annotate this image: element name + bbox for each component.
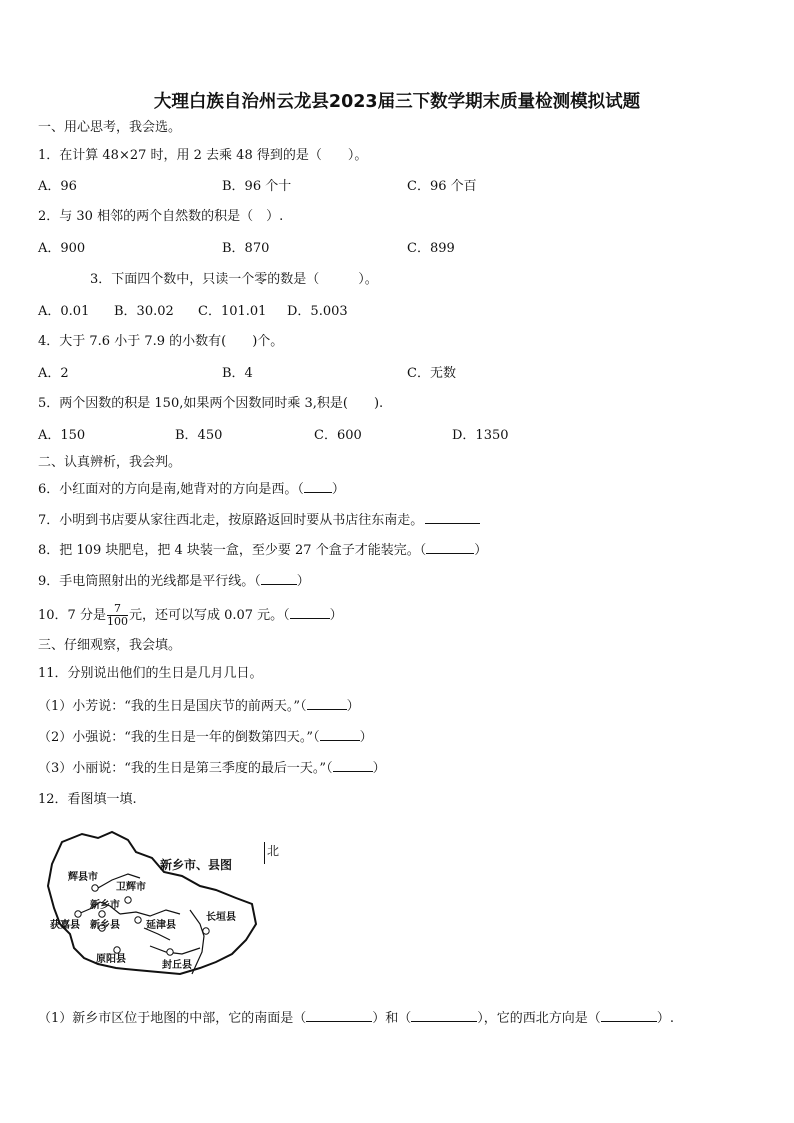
marker-huixian xyxy=(92,885,98,891)
map-border-5 xyxy=(190,910,204,974)
section-2-heading: 二、认真辨析，我会判。 xyxy=(38,455,182,470)
question-3: 3．下面四个数中，只读一个零的数是（ ）。 xyxy=(90,272,378,287)
q2-option-c: C．899 xyxy=(407,241,455,256)
q10-fraction-numerator: 7 xyxy=(107,603,128,616)
q6-answer-blank[interactable] xyxy=(304,480,332,493)
page-title: 大理白族自治州云龙县2023届三下数学期末质量检测模拟试题 xyxy=(153,92,641,112)
label-yanjin: 延津县 xyxy=(146,920,176,931)
xinxiang-map xyxy=(40,828,300,978)
q12-sub1-text-d: ）. xyxy=(656,1011,674,1026)
label-changyuan: 长垣县 xyxy=(206,912,236,923)
q7-text: 7．小明到书店要从家往西北走，按原路返回时要从书店往东南走。 xyxy=(38,513,424,528)
question-10 xyxy=(38,603,343,629)
q9-answer-blank[interactable] xyxy=(261,572,297,585)
section-1-heading: 一、用心思考，我会选。 xyxy=(38,120,182,135)
q12-sub1-text-b: ）和（ xyxy=(372,1011,412,1026)
q11-sub3-text: （3）小丽说：“我的生日是第三季度的最后一天。”（ xyxy=(38,761,333,776)
marker-xinxiang-city xyxy=(99,911,105,917)
question-12-sub-1 xyxy=(38,1009,674,1028)
q2-option-a: A．900 xyxy=(38,241,86,256)
label-huojia: 获嘉县 xyxy=(50,920,80,931)
q5-option-c: C．600 xyxy=(314,428,362,443)
q10-text-pre: 10．7 分是 xyxy=(38,608,106,623)
label-fengqiu: 封丘县 xyxy=(162,960,192,971)
q12-sub1-blank-2[interactable] xyxy=(411,1009,477,1022)
question-11-sub-2 xyxy=(38,728,373,747)
q8-paren: ） xyxy=(474,543,488,558)
q8-answer-blank[interactable] xyxy=(426,541,474,554)
question-11-sub-3 xyxy=(38,759,386,778)
north-arrow-icon xyxy=(264,842,265,864)
q10-fraction-denominator: 100 xyxy=(106,615,128,628)
question-12: 12．看图填一填. xyxy=(38,792,137,807)
q4-option-a: A．2 xyxy=(38,366,69,381)
q11-sub2-text: （2）小强说：“我的生日是一年的倒数第四天。”（ xyxy=(38,730,320,745)
question-5: 5．两个因数的积是 150,如果两个因数同时乘 3,积是( ). xyxy=(38,396,384,411)
q11-sub1-paren: ） xyxy=(346,699,360,714)
q12-sub1-blank-1[interactable] xyxy=(306,1009,372,1022)
map-title: 新乡市、县图 xyxy=(160,858,233,872)
map-border-3 xyxy=(120,910,180,916)
q1-option-c: C．96 个百 xyxy=(407,179,477,194)
q10-text-post: 元，还可以写成 0.07 元。（ xyxy=(128,608,290,623)
q3-option-a: A．0.01 xyxy=(38,304,90,319)
question-9 xyxy=(38,572,310,591)
q4-option-b: B．4 xyxy=(222,366,253,381)
label-weihui: 卫辉市 xyxy=(116,882,146,893)
q1-option-b: B．96 个十 xyxy=(222,179,292,194)
label-xinxiang-city: 新乡市 xyxy=(90,900,120,911)
q12-sub1-blank-3[interactable] xyxy=(601,1009,657,1022)
q11-sub3-answer-blank[interactable] xyxy=(333,759,373,772)
q11-sub1-text: （1）小芳说：“我的生日是国庆节的前两天。”（ xyxy=(38,699,307,714)
q11-sub2-answer-blank[interactable] xyxy=(320,728,360,741)
label-xinxiang-county: 新乡县 xyxy=(90,920,120,931)
q10-answer-blank[interactable] xyxy=(290,606,330,619)
q3-option-c: C．101.01 xyxy=(198,304,267,319)
north-label: 北 xyxy=(267,844,280,858)
marker-yuanyang xyxy=(114,947,120,953)
q5-option-b: B．450 xyxy=(175,428,223,443)
q3-option-b: B．30.02 xyxy=(114,304,174,319)
marker-weihui xyxy=(125,897,131,903)
q5-option-a: A．150 xyxy=(38,428,86,443)
q6-text: 6．小红面对的方向是南,她背对的方向是西。（ xyxy=(38,482,304,497)
question-6 xyxy=(38,480,345,499)
map-outline xyxy=(48,832,256,974)
q11-sub3-paren: ） xyxy=(372,761,386,776)
question-1: 1．在计算 48×27 时，用 2 去乘 48 得到的是（ ）。 xyxy=(38,148,368,163)
question-11-sub-1 xyxy=(38,697,360,716)
q1-option-a: A．96 xyxy=(38,179,77,194)
label-yuanyang: 原阳县 xyxy=(96,954,126,965)
question-4: 4．大于 7.6 小于 7.9 的小数有( )个。 xyxy=(38,334,284,349)
q11-sub2-paren: ） xyxy=(359,730,373,745)
q11-sub1-answer-blank[interactable] xyxy=(307,697,347,710)
q8-text: 8．把 109 块肥皂，把 4 块装一盒，至少要 27 个盒子才能装完。（ xyxy=(38,543,427,558)
question-2: 2．与 30 相邻的两个自然数的积是（ ）. xyxy=(38,209,284,224)
q9-paren: ） xyxy=(296,574,310,589)
q10-paren: ） xyxy=(329,608,343,623)
q4-option-c: C．无数 xyxy=(407,366,456,381)
section-3-heading: 三、仔细观察，我会填。 xyxy=(38,638,182,653)
question-8 xyxy=(38,541,487,560)
map-border-6 xyxy=(150,946,200,954)
q3-option-d: D．5.003 xyxy=(287,304,348,319)
q10-fraction xyxy=(107,603,128,628)
label-huixian: 辉县市 xyxy=(68,872,98,883)
marker-fengqiu xyxy=(167,949,173,955)
q12-sub1-text-a: （1）新乡市区位于地图的中部，它的南面是（ xyxy=(38,1011,307,1026)
marker-changyuan xyxy=(203,928,209,934)
q7-answer-blank[interactable] xyxy=(425,511,480,524)
marker-huojia xyxy=(75,911,81,917)
q9-text: 9．手电筒照射出的光线都是平行线。（ xyxy=(38,574,261,589)
q2-option-b: B．870 xyxy=(222,241,270,256)
question-7 xyxy=(38,511,480,530)
q6-paren: ） xyxy=(331,482,345,497)
q5-option-d: D．1350 xyxy=(452,428,509,443)
marker-yanjin xyxy=(135,917,141,923)
question-11: 11．分别说出他们的生日是几月几日。 xyxy=(38,666,263,681)
north-indicator xyxy=(264,842,279,864)
q12-sub1-text-c: ），它的西北方向是（ xyxy=(477,1011,601,1026)
